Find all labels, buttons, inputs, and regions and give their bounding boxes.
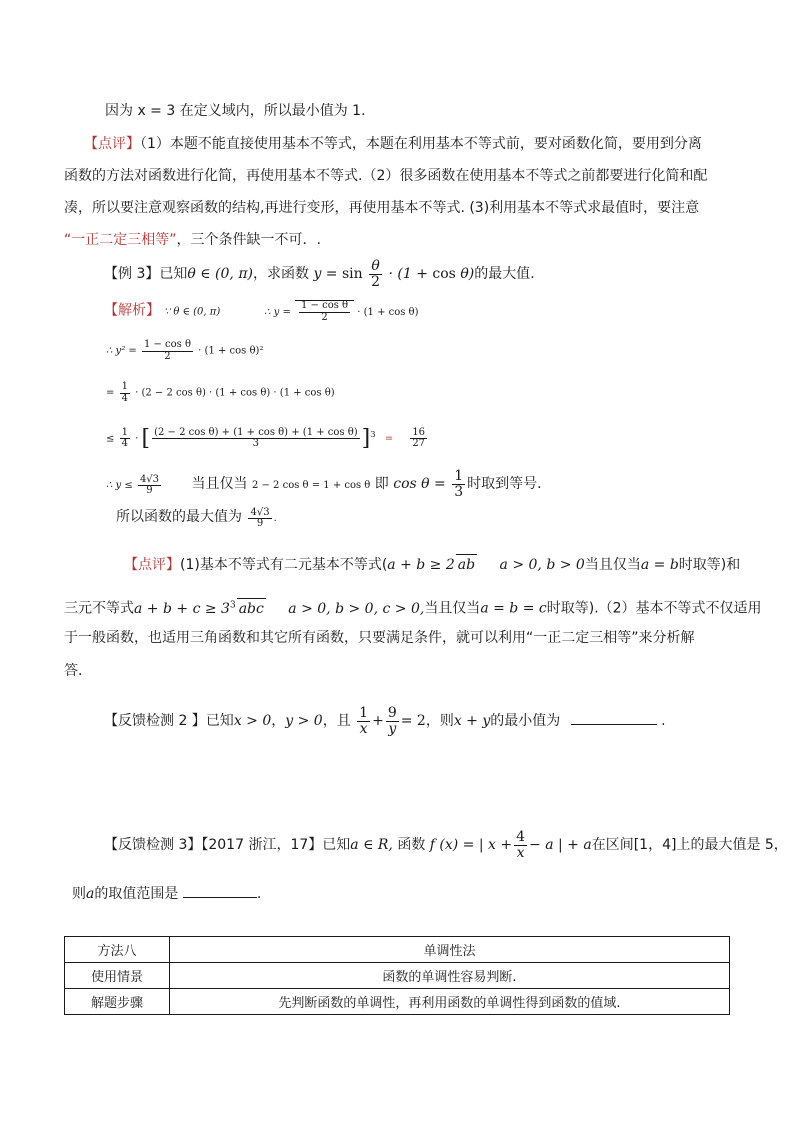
feedback3-line1: 【反馈检测 3】【2017 浙江，17】已知a ∈ R, 函数 f (x) = | x + $\frac{4}{x}$ − a | + a在区间[1，4]上的最大值是 5， <box>104 829 788 861</box>
solution-result-27: 27 <box>412 438 426 450</box>
comment2-line1-a: (1)基本不等式有二元基本不等式( <box>180 557 388 573</box>
feedback3-source: 【2017 浙江，17】 <box>201 837 323 854</box>
table-cell-content: 先判断函数的单调性，再利用函数的单调性得到函数的值域. <box>170 989 730 1015</box>
comment2-line3: 于一般函数，也适用三角函数和其它所有函数，只要满足条件，就可以利用“一正二定三相等”来分析解 <box>64 630 695 646</box>
comment2-line2: 三元不等式$a + b + c \ge 3^3$ abc a > 0, b > 0, c > 0,当且仅当a = b = c时取等).（2）基本不等式不仅适用 <box>64 595 762 619</box>
solution-equality-prefix: 当且仅当 <box>191 476 248 493</box>
feedback3-prefix: 已知 <box>322 837 351 854</box>
feedback2-question: ，则 <box>425 713 454 730</box>
example3-suffix: 的最大值. <box>474 266 535 283</box>
comment2-line2-eq: a = b = c <box>480 600 547 617</box>
table-cell-content: 单调性法 <box>170 937 730 963</box>
example3-mid: ，求函数 <box>252 266 309 283</box>
solution-step-square: ∴ y² = $\frac{\text{1 − cos θ}}{2}$ · (1 + cos θ)² <box>106 339 264 362</box>
comment1-highlight: “一正二定三相等” <box>64 232 177 248</box>
comment1-tag: 【点评】 <box>84 136 140 152</box>
feedback2-tag: 【反馈检测 2 】 <box>104 713 206 730</box>
feedback3-tag: 【反馈检测 3】 <box>104 837 202 854</box>
example3-prefix: 已知 <box>159 266 188 283</box>
table-cell-label: 使用情景 <box>65 963 170 989</box>
solution-step-expand: = $\frac{1}{4}$ · (2 − 2 cos θ) · (1 + cos θ) · (1 + cos θ) <box>106 381 335 404</box>
example3-line <box>104 259 535 289</box>
solution-conclusion: 所以函数的最大值为 $\frac{4√3}{9}$ . <box>116 506 277 529</box>
solution-step-bound: ∴ y ≤ $\frac{4√3}{9}$ 当且仅当 2 − 2 cos θ = 1 + cos θ 即 cos θ = $\frac{1}{3}$ 时取到等号. <box>106 468 542 500</box>
solution-equality-suffix: 时取到等号. <box>467 476 542 493</box>
feedback2-mid: ，且 <box>322 713 351 730</box>
table-row <box>65 989 730 1015</box>
feedback3-mid: 函数 <box>397 837 426 854</box>
solution-step-amgm: ≤ $\frac{1}{4}$ · [ $\frac{\text{(2 − 2 cos θ) + (1 + cos θ) + (1 + cos θ)}}{3}$ ]$^3$ = $\frac{16}{27}$ <box>106 425 426 451</box>
solution-tag: 【解析】 <box>104 302 160 319</box>
feedback3-func-start: f (x) = | x + <box>429 837 513 854</box>
feedback3-end: . <box>256 886 262 902</box>
comment1-tail: ，三个条件缺一不可．. <box>176 232 321 248</box>
feedback3-func-end: − a | + a <box>529 837 592 854</box>
comment1-line2: 函数的方法对函数进行化简，再使用基本不等式.（2）很多函数在使用基本不等式之前都要进行化简和配 <box>64 168 708 184</box>
table-row <box>65 963 730 989</box>
comment2-line1-c: 时取等)和 <box>678 557 741 573</box>
solution-equality-mid: 即 <box>374 476 389 493</box>
table-cell-label: 解题步骤 <box>65 989 170 1015</box>
comment2-line1-cond: a > 0, b > 0 <box>499 557 585 573</box>
solution-because: ∵ θ ∈ (0, π) <box>163 306 221 318</box>
comment2-tag: 【点评】 <box>124 557 180 573</box>
feedback3-line2-var: a <box>86 886 95 902</box>
example3-function: y = sin $\frac{\theta}{2}$ · (1 + cos θ) <box>313 258 475 290</box>
feedback3-cond: a ∈ R, <box>350 837 393 854</box>
comment2-line1-b: 当且仅当 <box>584 557 641 573</box>
feedback2-sep: ， <box>271 713 286 730</box>
solution-conclusion-text: 所以函数的最大值为 <box>116 509 242 525</box>
feedback2-end: . <box>661 713 666 730</box>
comment2-line2-cond: a > 0, b > 0, c > 0, <box>288 600 425 617</box>
feedback2-eq-tail: = 2 <box>400 713 426 730</box>
table-row <box>65 937 730 963</box>
comment1-text-1: （1）本题不能直接使用基本不等式，本题在利用基本不等式前，要对函数化简，要用到分离 <box>140 136 702 152</box>
feedback2-prefix: 已知 <box>205 713 234 730</box>
intro-conclusion: 因为 x = 3 在定义域内，所以最小值为 1. <box>105 103 366 119</box>
comment1-line1 <box>84 134 702 154</box>
feedback3-line2-suffix: 的取值范围是 <box>94 886 179 902</box>
comment1-line4 <box>64 230 321 250</box>
solution-y-sqrt: ∴ y = $\frac{\text{1 − cos θ}}{2}$ · (1 + cos θ) <box>264 300 419 323</box>
comment2-line2-b: 当且仅当 <box>424 600 481 617</box>
feedback3-interval: 在区间[1，4]上的最大值是 5， <box>591 837 788 854</box>
feedback2-cond1: x > 0 <box>233 713 272 730</box>
table-cell-label: 方法八 <box>65 937 170 963</box>
feedback3-line2-prefix: 则 <box>72 886 86 902</box>
feedback2-target: x + y <box>453 713 491 730</box>
comment2-line2-a: 三元不等式 <box>64 600 134 617</box>
comment1-line3: 凑，所以要注意观察函数的结构,再进行变形，再使用基本不等式. (3)利用基本不等式求最值时，要注意 <box>64 200 700 216</box>
table-cell-content: 函数的单调性容易判断. <box>170 963 730 989</box>
comment2-line1: 【点评】(1)基本不等式有二元基本不等式(a + b ≥ 2 ab a > 0, b > 0当且仅当a = b时取等)和 <box>124 554 740 575</box>
comment2-line1-eq: a = b <box>640 557 679 573</box>
feedback3-line2 <box>72 883 261 904</box>
method-table <box>64 936 730 1015</box>
solution-result-16: 16 <box>412 426 426 438</box>
comment2-line4: 答. <box>64 663 83 679</box>
comment2-line2-c: 时取等).（2）基本不等式不仅适用 <box>546 600 762 617</box>
feedback3-answer-blank[interactable] <box>183 883 257 898</box>
example3-cond: θ ∈ (0, π) <box>187 266 253 283</box>
solution-line1 <box>104 300 418 323</box>
feedback2-line: 【反馈检测 2 】已知x > 0，y > 0，且 $\frac{1}{x}$ + $\frac{9}{y}$ = 2，则x + y的最小值为 . <box>104 705 666 737</box>
example3-tag: 【例 3】 <box>104 266 160 283</box>
feedback2-cond2: y > 0 <box>285 713 323 730</box>
feedback2-answer-blank[interactable] <box>571 710 657 725</box>
feedback2-suffix: 的最小值为 <box>490 713 561 730</box>
